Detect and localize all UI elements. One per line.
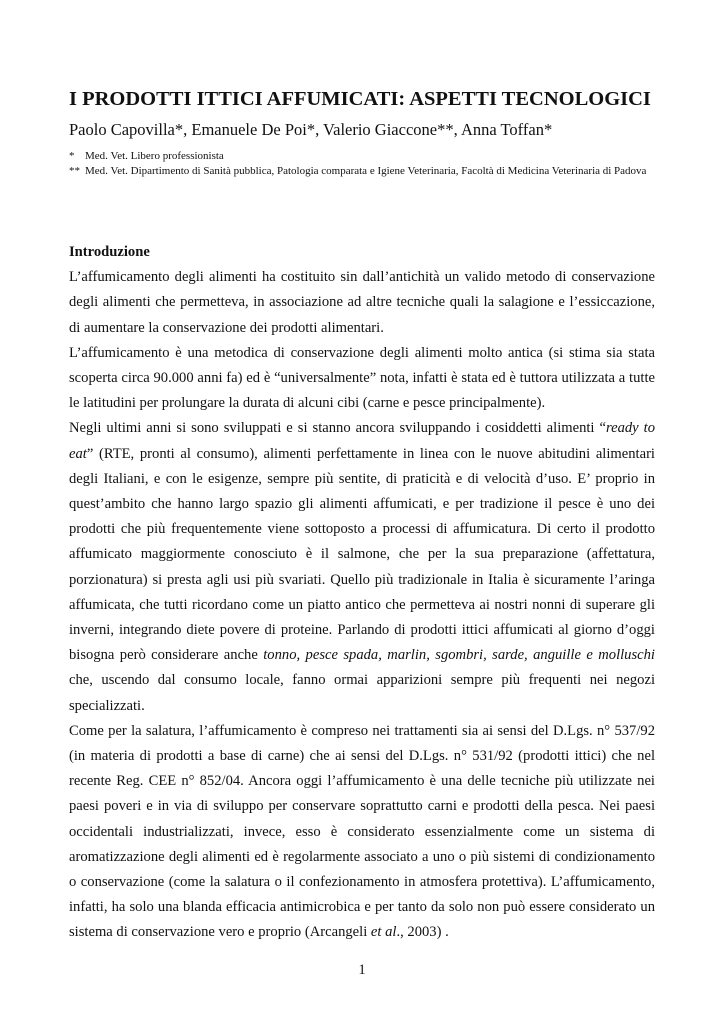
section-heading: Introduzione (69, 244, 150, 260)
affiliation-2 (69, 165, 659, 179)
paragraph-3-text-c: che, uscendo dal consumo locale, fanno ormai apparizioni sempre più frequenti nei negozi specializzati. (69, 672, 655, 714)
affiliation-mark: * (69, 150, 75, 162)
paragraph-1: L’affumicamento degli alimenti ha costituito sin dall’antichità un valido metodo di conservazione degli alimenti che permetteva, in associazione ad altre tecniche quali la salagione e l’essiccazione, di aumentare la conservazione dei prodotti alimentari. (69, 269, 655, 336)
paragraph-3 (69, 416, 655, 718)
affiliation-mark: ** (69, 164, 80, 177)
page-number: 1 (358, 962, 366, 978)
author-list: Paolo Capovilla*, Emanuele De Poi*, Valerio Giaccone**, Anna Toffan* (69, 120, 553, 139)
paragraph-4 (69, 719, 655, 946)
species-list: tonno, pesce spada, marlin, sgombri, sarde, anguille e molluschi (263, 647, 655, 664)
paragraph-3-text-a: Negli ultimi anni si sono sviluppati e si stanno ancora sviluppando i cosiddetti alimenti “ (69, 420, 606, 437)
affiliation-text: Med. Vet. Libero professionista (85, 150, 224, 162)
affiliations (69, 150, 659, 178)
affiliation-1 (69, 150, 659, 164)
paragraph-3-text-b: ” (RTE, pronti al consumo), alimenti perfettamente in linea con le nuove abitudini alimentari degli Italiani, e con le esigenze, sempre più sentite, di praticità e di velocità d’uso. E’ proprio in quest’ambito che hanno largo spazio gli alimenti affumicati, e per tradizione il pesce è uno dei prodotti che più frequentemente viene sottoposto a processi di affumicatura. Di certo il prodotto affumicato maggiormente conosciuto è il salmone, che per la sua preparazione (affettatura, porzionatura) si presta agli usi più svariati. Quello più tradizionale in Italia è sicuramente l’aringa affumicata, che tutti ricordano come un piatto antico che permetteva ai nostri nonni di superare gli inverni, integrando diete povere di proteine. Parlando di prodotti ittici affumicati al giorno d’oggi bisogna però considerare anche (69, 445, 655, 664)
paragraph-4-text-a: Come per la salatura, l’affumicamento è compreso nei trattamenti sia ai sensi del D.Lgs. n° 537/92 (in materia di prodotti a base di carne) che ai sensi del D.Lgs. n° 531/92 (prodotti ittici) che nel recente Reg. CEE n° 852/04. Ancora oggi l’affumicamento è una delle tecniche più utilizzate nei paesi poveri e in via di sviluppo per conservare soprattutto carni e prodotti della pesca. Nei paesi occidentali industrializzati, invece, esso è considerato essenzialmente come un sistema di aromatizzazione degli alimenti ed è regolarmente associato a uno o più sistemi di condizionamento o conservazione (come la salatura o il confezionamento in atmosfera protettiva). L’affumicamento, infatti, ha solo una blanda efficacia antimicrobica e per tanto da solo non può essere considerato un sistema di conservazione vero e proprio (Arcangeli (69, 722, 655, 941)
paragraph-4-text-b: ., 2003) . (396, 924, 449, 941)
ready-to-eat-term: ready to eat (69, 420, 656, 462)
paper-title: I PRODOTTI ITTICI AFFUMICATI: ASPETTI TECNOLOGICI (69, 88, 651, 110)
et-al: et al (370, 924, 397, 941)
affiliation-text: Med. Vet. Dipartimento di Sanità pubblica, Patologia comparata e Igiene Veterinaria, Facoltà di Medicina Veterinaria di Padova (85, 164, 647, 177)
paragraph-2: L’affumicamento è una metodica di conservazione degli alimenti molto antica (si stima sia stata scoperta circa 90.000 anni fa) ed è “universalmente” nota, infatti è stata ed è tuttora utilizzata a tutte le latitudini per prolungare la durata di alcuni cibi (carne e pesce principalmente). (69, 344, 655, 412)
section-introduzione (69, 240, 655, 946)
